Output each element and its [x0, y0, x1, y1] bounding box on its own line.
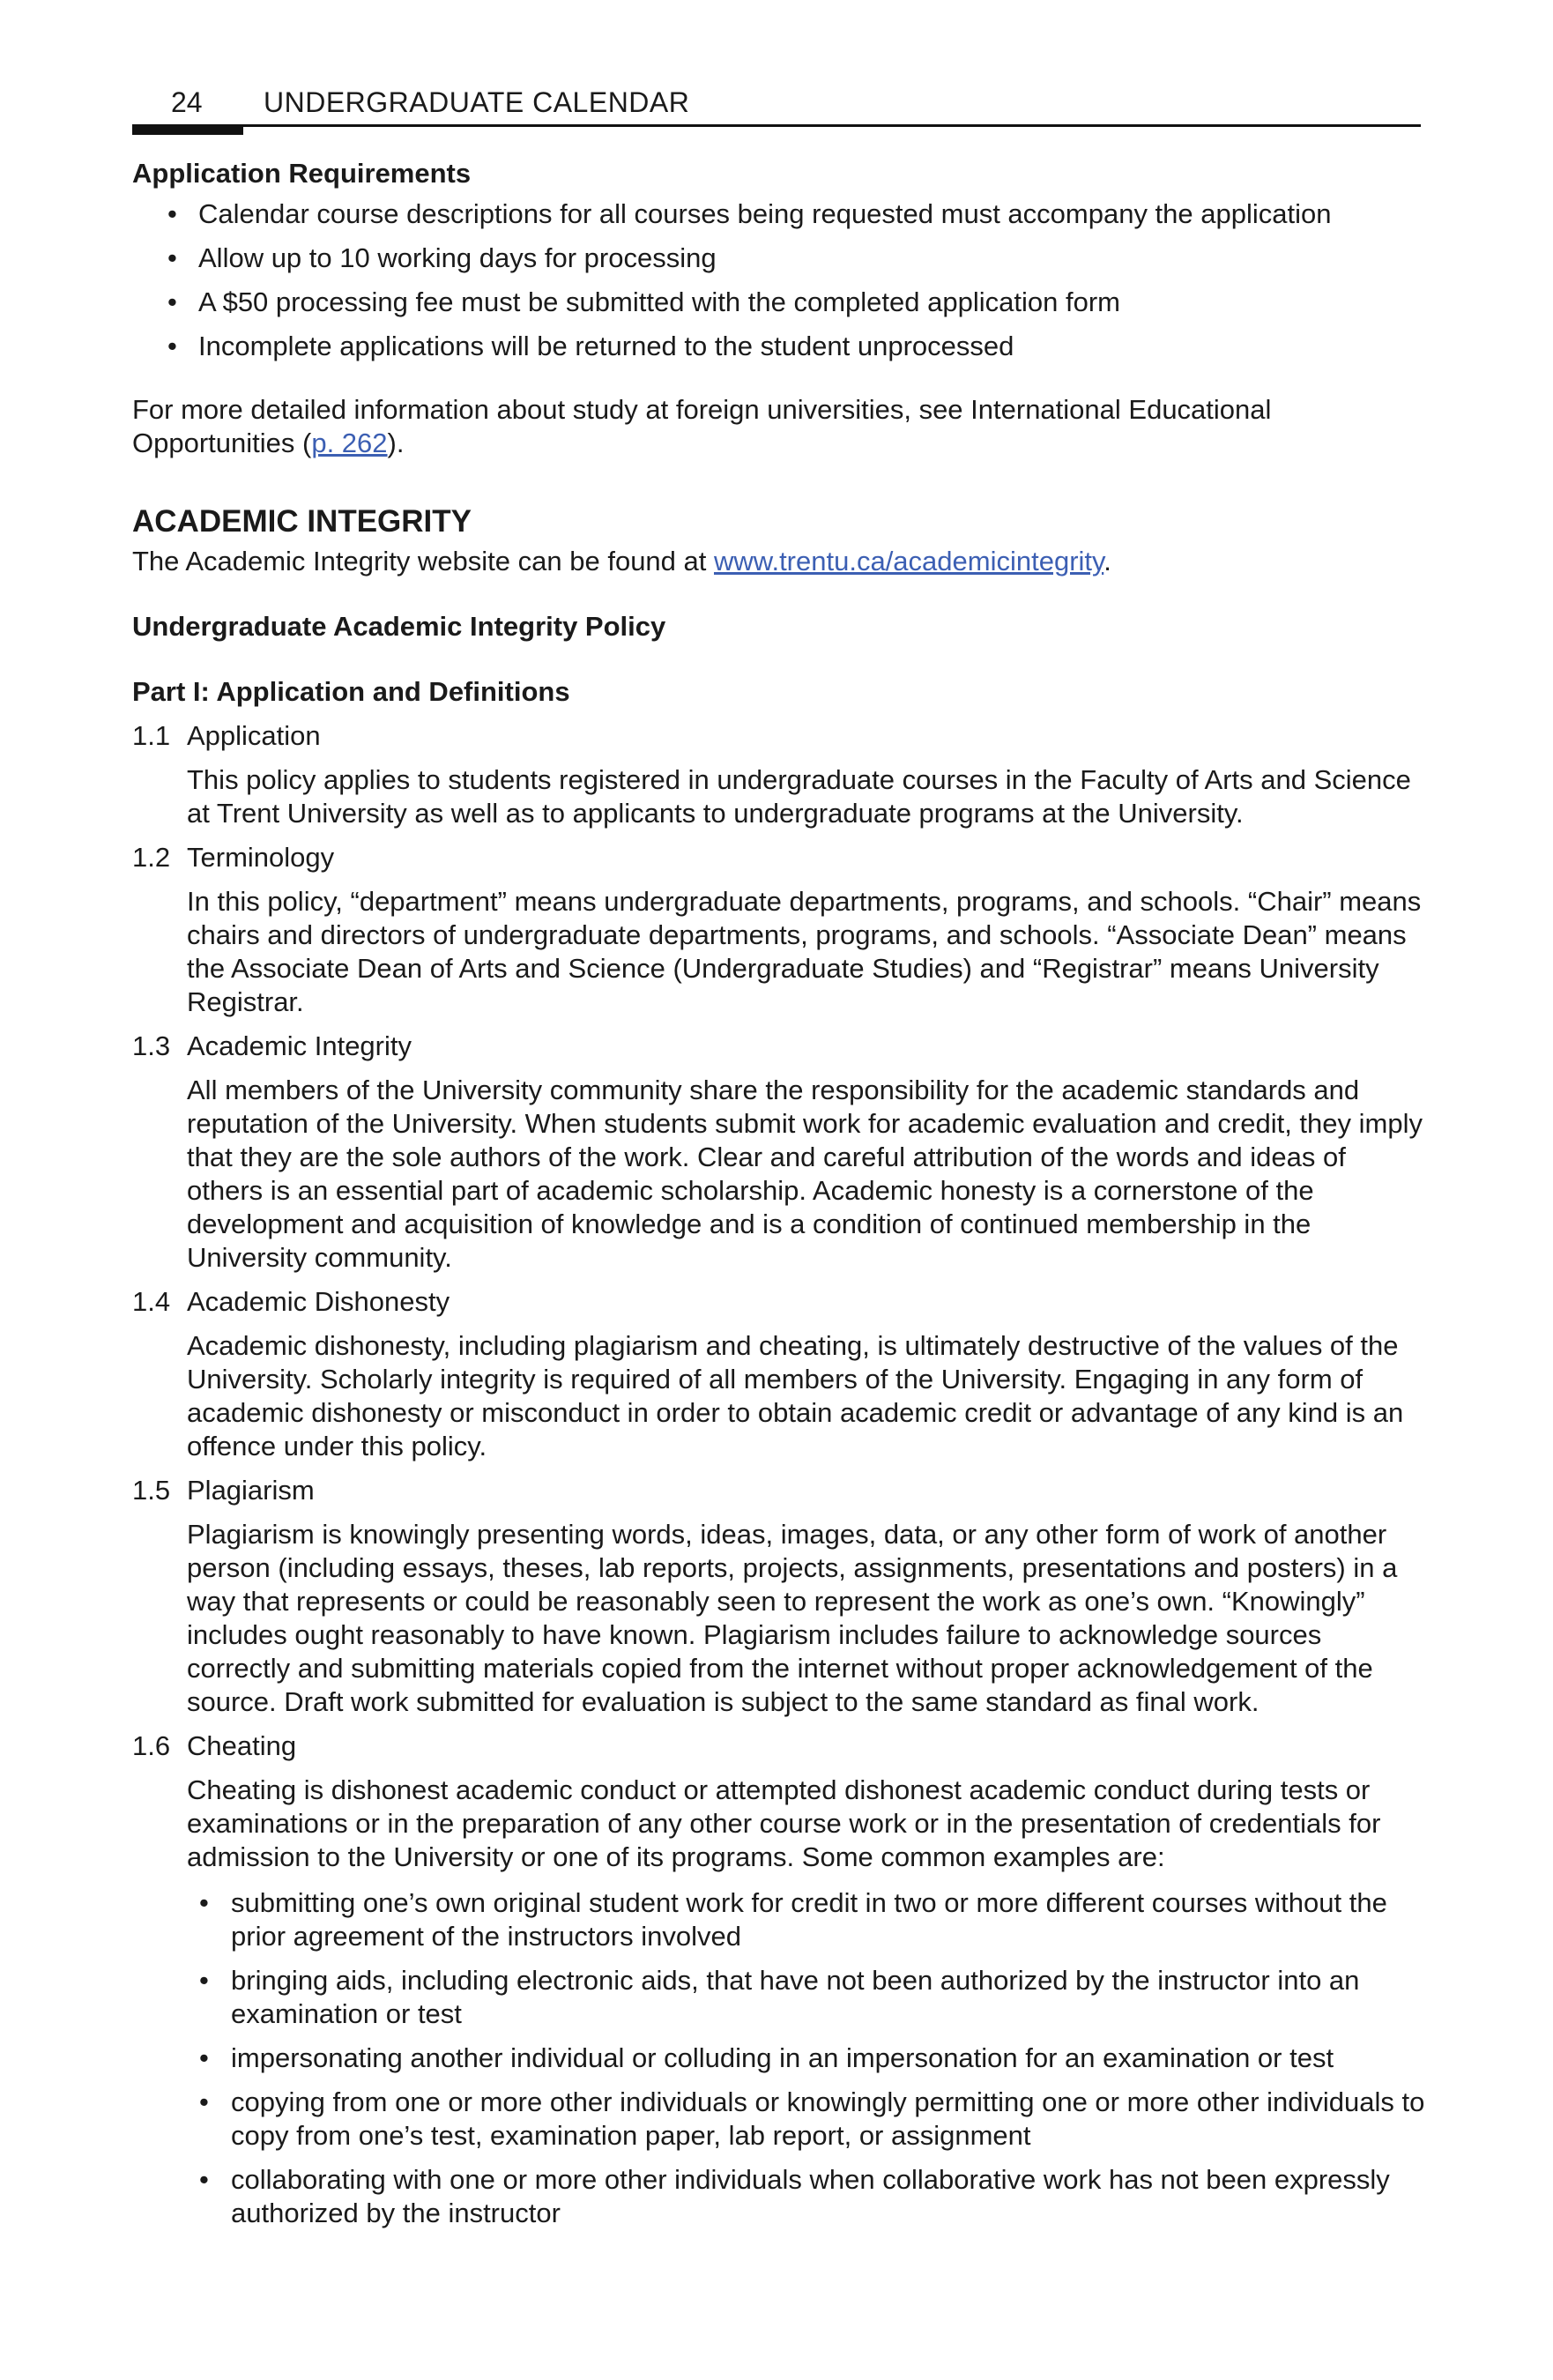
section-body: Plagiarism is knowingly presenting words, ideas, images, data, or any other form of work of another person (including essays, theses, lab reports, projects, assignments, presentations and posters) in a way that represents or could be reasonably seen to represent the work as one’s own. “Knowingly” includes ought reasonably to have known. Plagiarism includes failure to acknowledge sources correctly and submitting materials copied from the internet without proper acknowledgement of the source. Draft work submitted for evaluation is subject to the same standard as final work.: [187, 1519, 1398, 1717]
cheating-examples-list: [132, 1886, 1428, 2230]
list-item: • copying from one or more other individuals or knowingly permitting one or more other individuals to copy from one’s test, examination paper, lab report, or assignment: [132, 2086, 1428, 2153]
section-title: Cheating: [187, 1730, 297, 1761]
section-body: All members of the University community share the responsibility for the academic standards and reputation of the University. When students submit work for academic evaluation and credit, they imply that they are the sole authors of the work. Clear and careful attribution of the words and ideas of others is an essential part of academic scholarship. Academic honesty is a cornerstone of the development and acquisition of knowledge and is a condition of continued membership in the University community.: [187, 1075, 1423, 1273]
page-header: [132, 85, 1421, 138]
page-number: 24: [171, 86, 203, 118]
list-item: • bringing aids, including electronic aids, that have not been authorized by the instructor into an examination or test: [132, 1964, 1428, 2031]
list-item: • collaborating with one or more other individuals when collaborative work has not been expressly authorized by the instructor: [132, 2163, 1428, 2230]
section-title: Plagiarism: [187, 1475, 315, 1506]
list-item: • Calendar course descriptions for all courses being requested must accompany the application: [132, 197, 1428, 231]
section-number: 1.2: [132, 842, 171, 873]
section-body: Cheating is dishonest academic conduct or attempted dishonest academic conduct during tests or examinations or in the preparation of any other course work or in the presentation of credentials for admission to the University or one of its programs. Some common examples are:: [187, 1774, 1381, 1872]
intro-text-end: .: [1103, 546, 1111, 576]
academic-integrity-intro: [132, 545, 1428, 578]
list-item: • A $50 processing fee must be submitted with the completed application form: [132, 286, 1428, 319]
running-title: UNDERGRADUATE CALENDAR: [264, 86, 690, 118]
page-content: [132, 157, 1428, 2241]
header-rule-accent: [132, 124, 243, 135]
page-262-link[interactable]: p. 262: [311, 428, 388, 458]
section-body: In this policy, “department” means undergraduate departments, programs, and schools. “Chair” means chairs and directors of undergraduate departments, programs, and schools. “Associate Dean” means the Associate Dean of Arts and Science (Undergraduate Studies) and “Registrar” means University Registrar.: [187, 886, 1422, 1017]
section-body: Academic dishonesty, including plagiarism and cheating, is ultimately destructive of the values of the University. Scholarly integrity is required of all members of the University. Engaging in any form of academic dishonesty or misconduct in order to obtain academic credit or advantage of any kind is an offence under this policy.: [187, 1330, 1404, 1461]
section-title: Terminology: [187, 842, 335, 873]
section-1-4: [132, 1285, 1428, 1463]
academic-integrity-heading: ACADEMIC INTEGRITY: [132, 504, 472, 539]
list-item: • Incomplete applications will be returned to the student unprocessed: [132, 330, 1428, 363]
section-title: Application: [187, 720, 321, 751]
section-1-6: [132, 1729, 1428, 2230]
list-item: • Allow up to 10 working days for processing: [132, 242, 1428, 275]
section-number: 1.6: [132, 1730, 171, 1761]
foreign-study-note: [132, 393, 1428, 460]
section-body: This policy applies to students registered in undergraduate courses in the Faculty of Arts and Science at Trent University as well as to applicants to undergraduate programs at the University.: [187, 764, 1411, 829]
section-1-2: [132, 841, 1428, 1019]
list-item: • submitting one’s own original student work for credit in two or more different courses without the prior agreement of the instructors involved: [132, 1886, 1428, 1953]
section-1-1: [132, 719, 1428, 830]
note-text-end: ).: [387, 428, 405, 458]
section-title: Academic Dishonesty: [187, 1286, 450, 1317]
policy-title: Undergraduate Academic Integrity Policy: [132, 611, 666, 642]
section-number: 1.5: [132, 1475, 171, 1506]
note-text: For more detailed information about study at foreign universities, see International Educational Opportunities (: [132, 394, 1272, 458]
section-number: 1.4: [132, 1286, 171, 1317]
section-title: Academic Integrity: [187, 1030, 412, 1061]
part-title: Part I: Application and Definitions: [132, 676, 570, 707]
application-requirements-list: [132, 197, 1428, 363]
intro-text: The Academic Integrity website can be found at: [132, 546, 714, 576]
section-1-3: [132, 1030, 1428, 1275]
list-item: • impersonating another individual or colluding in an impersonation for an examination or test: [132, 2042, 1428, 2075]
application-requirements-heading: Application Requirements: [132, 158, 472, 189]
academic-integrity-website-link[interactable]: www.trentu.ca/academicintegrity: [714, 546, 1104, 576]
section-number: 1.1: [132, 720, 171, 751]
header-rule: [132, 124, 1421, 127]
section-1-5: [132, 1474, 1428, 1719]
section-number: 1.3: [132, 1030, 171, 1061]
